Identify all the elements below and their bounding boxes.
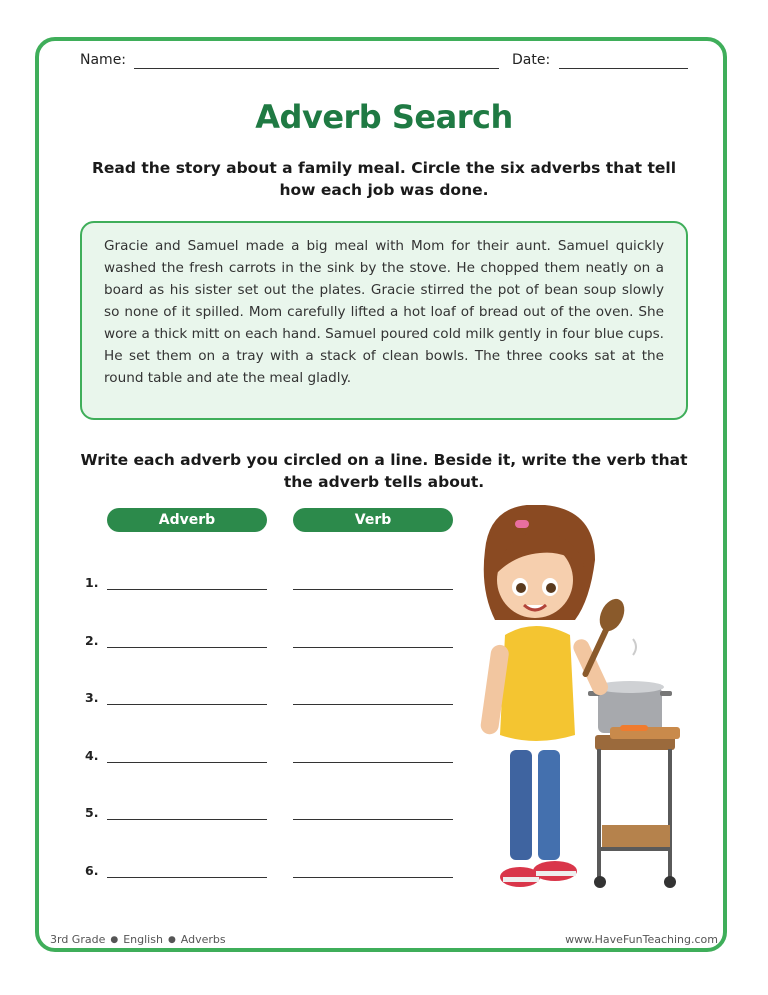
- footer-website: www.HaveFunTeaching.com: [565, 933, 718, 946]
- row-number: 1.: [85, 575, 99, 590]
- name-label: Name:: [80, 52, 127, 68]
- adverb-answer-line[interactable]: [107, 762, 267, 763]
- verb-answer-line[interactable]: [293, 877, 453, 878]
- date-label: Date:: [512, 52, 551, 68]
- cart-icon: [594, 735, 676, 888]
- adverb-answer-line[interactable]: [107, 819, 267, 820]
- instruction-circle-adverbs: Read the story about a family meal. Circle the six adverbs that tell how each job was done.: [91, 159, 677, 199]
- verb-answer-line[interactable]: [293, 589, 453, 590]
- bullet-icon: ●: [167, 935, 176, 945]
- footer-subject: English: [123, 933, 163, 946]
- row-number: 6.: [85, 862, 99, 878]
- instruction-write-adverbs: Write each adverb you circled on a line. Beside it, write the verb that the adverb tells about.: [80, 451, 688, 491]
- page-title: Adverb Search: [255, 98, 513, 136]
- verb-answer-line[interactable]: [293, 762, 453, 763]
- row-number: 5.: [85, 805, 99, 820]
- story-text: Gracie and Samuel made a big meal with Mom for their aunt. Samuel quickly washed the fresh carrots in the sink by the stove. He chopped them neatly on a board as his sister set out the plates. Gracie stirred the pot of bean soup slowly so none of it spilled. Mom carefully lifted a hot loaf of bread out of the oven. She wore a thick mitt on each hand. Samuel poured cold milk gently in four blue cups. He set them on a tray with a stack of clean bowls. The three cooks sat at the round table and ate the meal gladly.: [104, 238, 664, 386]
- verb-answer-line[interactable]: [293, 647, 453, 648]
- row-number: 4.: [85, 747, 99, 763]
- adverb-column-header: Adverb: [107, 508, 267, 532]
- adverb-answer-line[interactable]: [107, 877, 267, 878]
- footer-topic: Adverbs: [180, 933, 226, 946]
- verb-column-header: Verb: [293, 508, 453, 532]
- girl-cooking-illustration: [470, 505, 695, 905]
- name-field-line[interactable]: [134, 68, 499, 69]
- wooden-spoon-icon: [581, 595, 629, 678]
- bullet-icon: ●: [110, 935, 119, 945]
- row-number: 2.: [85, 632, 99, 648]
- adverb-answer-line[interactable]: [107, 589, 267, 590]
- story-box: [80, 221, 688, 420]
- adverb-answer-line[interactable]: [107, 704, 267, 705]
- footer-grade: 3rd Grade: [50, 933, 106, 946]
- row-number: 3.: [85, 690, 99, 705]
- date-field-line[interactable]: [559, 68, 688, 69]
- verb-answer-line[interactable]: [293, 819, 453, 820]
- verb-answer-line[interactable]: [293, 704, 453, 705]
- adverb-answer-line[interactable]: [107, 647, 267, 648]
- footer-tags: [50, 933, 226, 946]
